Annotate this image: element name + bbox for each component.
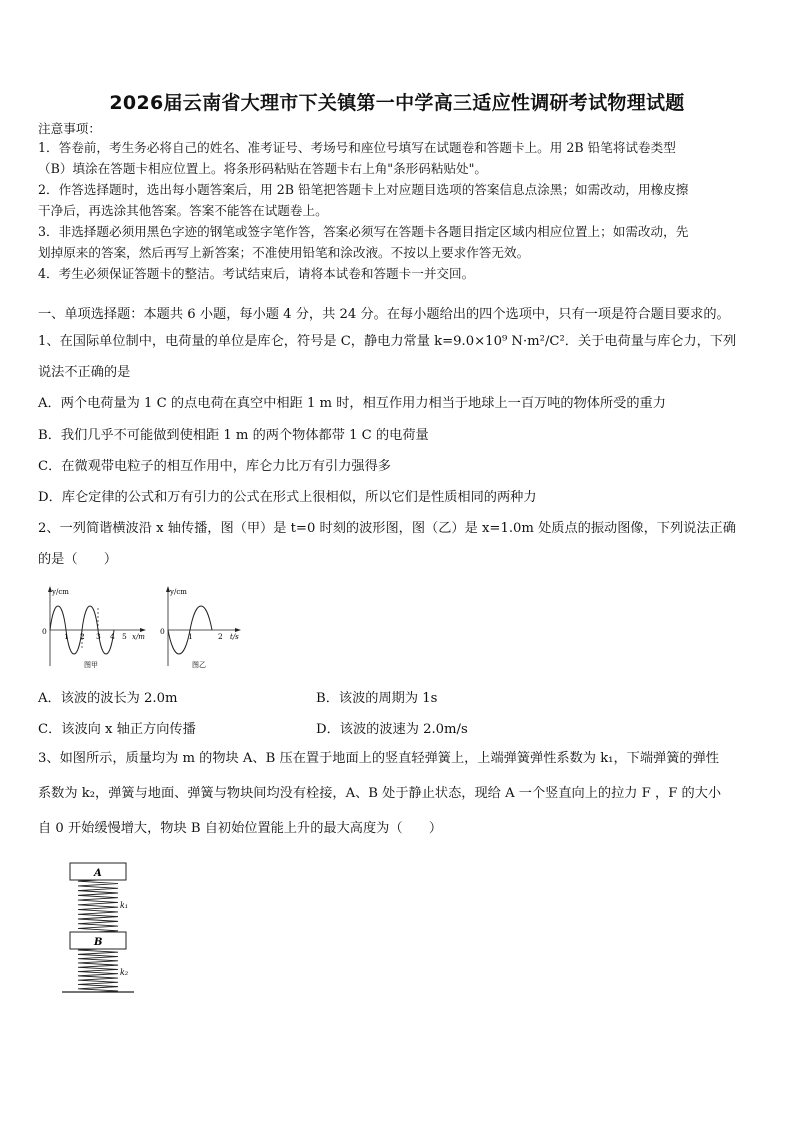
wave-figure-b xyxy=(158,584,248,674)
tick-label: 1 xyxy=(64,632,69,641)
spring-top xyxy=(78,880,118,932)
q3-stem: 3、如图所示，质量均为 m 的物块 A、B 压在置于地面上的竖直轻弹簧上，上端弹簧弹性系数为 k₁，下端弹簧的弹性 xyxy=(38,751,719,766)
q3-stem-cont: 自 0 开始缓慢增大，物块 B 自初始位置能上升的最大高度为（ ） xyxy=(38,821,443,836)
tick-label: 5 xyxy=(122,632,127,641)
tick-label: 3 xyxy=(96,632,101,641)
spring-block-figure xyxy=(58,860,148,1000)
t-axis-label: t/s xyxy=(230,633,239,641)
notice-line: 划掉原来的答案，然后再写上新答案；不准使用铅笔和涂改液。不按以上要求作答无效。 xyxy=(38,245,530,260)
q1-stem: 1、在国际单位制中，电荷量的单位是库仑，符号是 C，静电力常量 k=9.0×10⁹ N·m²/C²．关于电荷量与库仑力，下列 xyxy=(38,334,737,349)
q2-option-b: B．该波的周期为 1s xyxy=(316,691,438,706)
notice-line: 2．作答选择题时，选出每小题答案后，用 2B 铅笔把答题卡上对应题目选项的答案信息点涂黑；如需改动，用橡皮擦 xyxy=(38,182,689,197)
q1-option-c: C．在微观带电粒子的相互作用中，库仑力比万有引力强得多 xyxy=(38,459,391,474)
q1-stem-cont: 说法不正确的是 xyxy=(38,365,131,380)
notice-heading: 注意事项： xyxy=(38,121,101,136)
section-heading: 一、单项选择题：本题共 6 小题，每小题 4 分，共 24 分。在每小题给出的四个选项中，只有一项是符合题目要求的。 xyxy=(38,307,730,322)
tick-label: 2 xyxy=(80,632,85,641)
page-title: 2026届云南省大理市下关镇第一中学高三适应性调研考试物理试题 xyxy=(109,92,685,114)
x-axis-label: x/m xyxy=(132,633,145,641)
notice-line: （B）填涂在答题卡相应位置上。将条形码粘贴在答题卡右上角"条形码粘贴处"。 xyxy=(38,161,488,176)
origin-label: 0 xyxy=(42,627,47,636)
notice-line: 3．非选择题必须用黑色字迹的钢笔或签字笔作答，答案必须写在答题卡各题目指定区域内相应位置上；如需改动，先 xyxy=(38,224,689,239)
figure-caption: 图甲 xyxy=(84,661,98,669)
q2-option-a: A．该波的波长为 2.0m xyxy=(38,691,178,706)
q2-option-d: D．该波的波速为 2.0m/s xyxy=(316,722,468,737)
wave-figure-a xyxy=(40,584,155,674)
notice-line: 干净后，再选涂其他答案。答案不能答在试题卷上。 xyxy=(38,203,328,218)
q1-option-b: B．我们几乎不可能做到使相距 1 m 的两个物体都带 1 C 的电荷量 xyxy=(38,428,429,443)
figure-caption: 图乙 xyxy=(192,661,206,669)
q1-option-d: D．库仑定律的公式和万有引力的公式在形式上很相似，所以它们是性质相同的两种力 xyxy=(38,490,537,505)
x-axis-arrow xyxy=(140,628,146,632)
q2-stem: 2、一列简谐横波沿 x 轴传播，图（甲）是 t=0 时刻的波形图，图（乙）是 x=1.0m 处质点的振动图像，下列说法正确 xyxy=(38,521,736,536)
t-axis-arrow xyxy=(235,628,241,632)
tick-label: 1 xyxy=(188,632,193,641)
q3-stem-cont: 系数为 k₂，弹簧与地面、弹簧与物块间均没有栓接，A、B 处于静止状态，现给 A 一个竖直向上的拉力 F ，F 的大小 xyxy=(38,786,722,801)
y-axis-label: y/cm xyxy=(170,588,187,596)
notice-line: 1．答卷前，考生务必将自己的姓名、准考证号、考场号和座位号填写在试题卷和答题卡上。用 2B 铅笔将试卷类型 xyxy=(38,140,676,155)
tick-label: 2 xyxy=(218,632,223,641)
block-b-label: B xyxy=(94,937,103,948)
block-a-label: A xyxy=(94,868,102,879)
q2-option-c: C．该波向 x 轴正方向传播 xyxy=(38,722,196,737)
notice-line: 4．考生必须保证答题卡的整洁。考试结束后，请将本试卷和答题卡一并交回。 xyxy=(38,266,475,281)
q1-option-a: A．两个电荷量为 1 C 的点电荷在真空中相距 1 m 时，相互作用力相当于地球上一百万吨的物体所受的重力 xyxy=(38,396,666,411)
y-axis-label: y/cm xyxy=(52,588,69,596)
spring-bottom-label: k₂ xyxy=(120,968,129,977)
origin-label: 0 xyxy=(160,627,165,636)
tick-label: 4 xyxy=(110,632,115,641)
q2-stem-cont: 的是（ ） xyxy=(38,552,118,567)
spring-top-label: k₁ xyxy=(120,901,129,910)
spring-bottom xyxy=(78,949,118,992)
